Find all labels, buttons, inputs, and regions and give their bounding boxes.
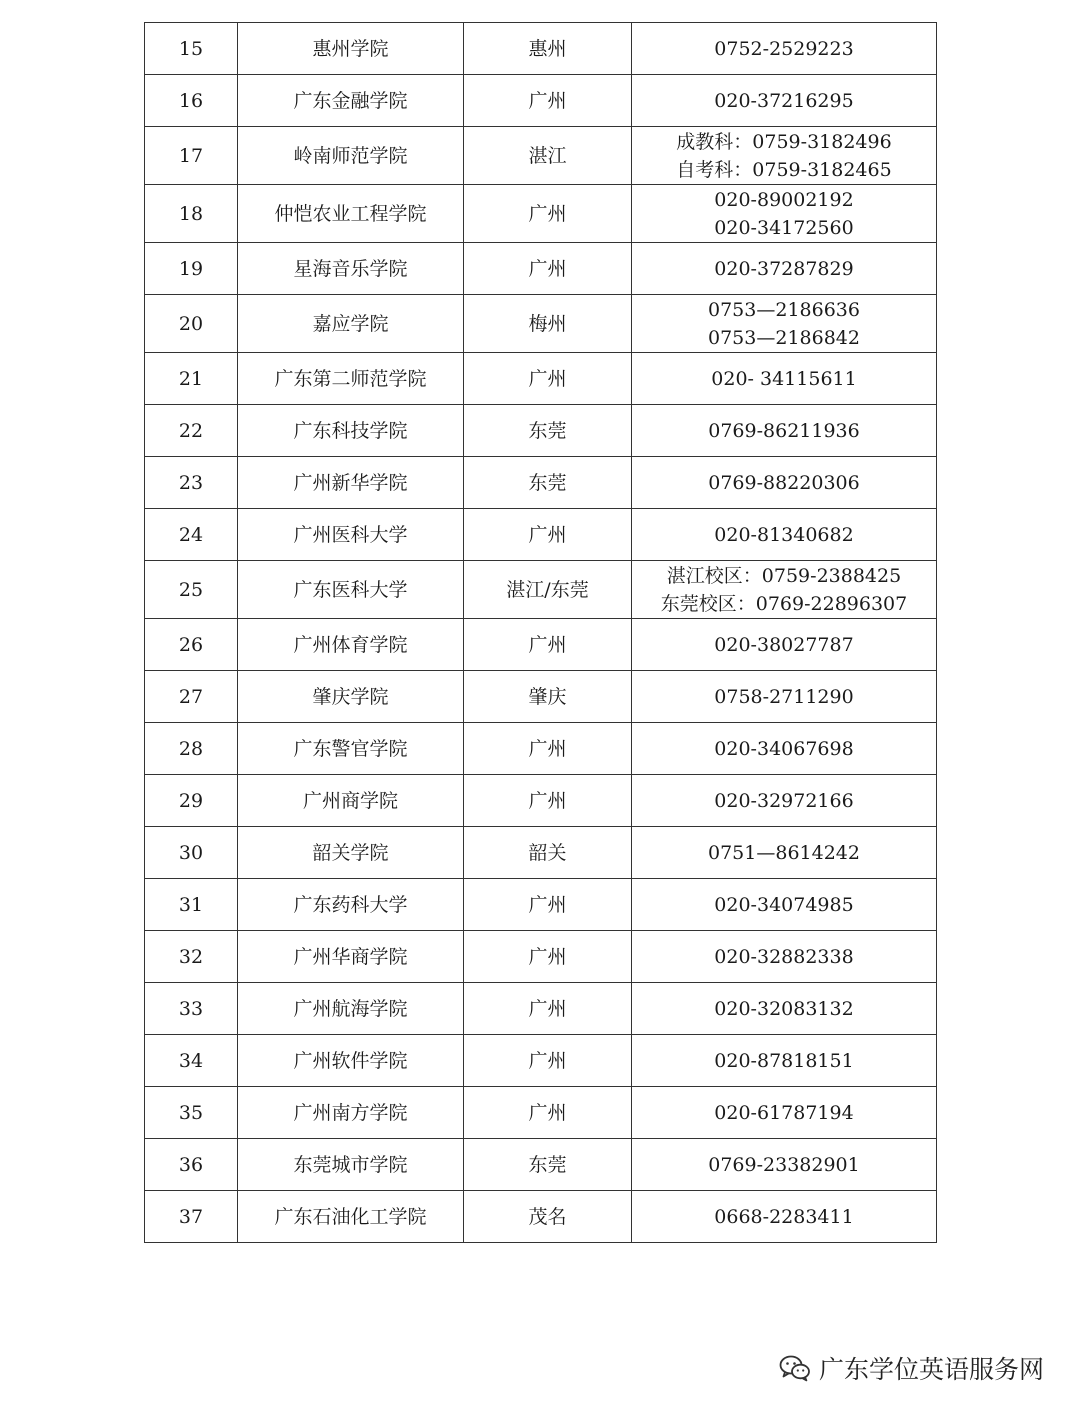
phone-cell xyxy=(632,509,937,561)
school-city: 广州 xyxy=(464,1087,632,1139)
phone-number: 020-87818151 xyxy=(714,1049,854,1072)
school-city: 湛江/东莞 xyxy=(464,561,632,619)
row-number: 21 xyxy=(145,353,238,405)
watermark-text: 广东学位英语服务网 xyxy=(818,1355,1044,1384)
table-row xyxy=(145,561,937,619)
phone-number: 020-32083132 xyxy=(714,997,854,1020)
row-number: 29 xyxy=(145,775,238,827)
phone-number: 0752-2529223 xyxy=(714,37,854,60)
phone-cell xyxy=(632,775,937,827)
row-number: 27 xyxy=(145,671,238,723)
phone-cell xyxy=(632,1087,937,1139)
phone-number: 0769-86211936 xyxy=(708,419,860,442)
phone-number: 自考科：0759-3182465 xyxy=(676,158,892,181)
table-row xyxy=(145,243,937,295)
wechat-icon xyxy=(779,1354,811,1382)
phone-cell xyxy=(632,931,937,983)
phone-number: 020-32882338 xyxy=(714,945,854,968)
phone-cell xyxy=(632,243,937,295)
school-name: 广东医科大学 xyxy=(238,561,464,619)
table-body xyxy=(145,23,937,1243)
table-row xyxy=(145,1139,937,1191)
phone-number: 020-32972166 xyxy=(714,789,854,812)
row-number: 25 xyxy=(145,561,238,619)
row-number: 26 xyxy=(145,619,238,671)
table-row xyxy=(145,1035,937,1087)
school-name: 肇庆学院 xyxy=(238,671,464,723)
table-row xyxy=(145,827,937,879)
phone-cell xyxy=(632,879,937,931)
school-name: 星海音乐学院 xyxy=(238,243,464,295)
row-number: 16 xyxy=(145,75,238,127)
school-name: 广东石油化工学院 xyxy=(238,1191,464,1243)
school-name: 广州南方学院 xyxy=(238,1087,464,1139)
school-city: 广州 xyxy=(464,931,632,983)
table-row xyxy=(145,23,937,75)
table-row xyxy=(145,75,937,127)
row-number: 19 xyxy=(145,243,238,295)
phone-number: 020-34074985 xyxy=(714,893,854,916)
school-name: 韶关学院 xyxy=(238,827,464,879)
phone-number: 0758-2711290 xyxy=(714,685,854,708)
school-name: 广州软件学院 xyxy=(238,1035,464,1087)
school-name: 广州医科大学 xyxy=(238,509,464,561)
school-city: 东莞 xyxy=(464,1139,632,1191)
table-row xyxy=(145,775,937,827)
phone-number: 东莞校区：0769-22896307 xyxy=(660,592,908,615)
phone-number: 0769-88220306 xyxy=(708,471,860,494)
row-number: 24 xyxy=(145,509,238,561)
row-number: 15 xyxy=(145,23,238,75)
school-name: 岭南师范学院 xyxy=(238,127,464,185)
row-number: 31 xyxy=(145,879,238,931)
school-city: 广州 xyxy=(464,619,632,671)
table-row xyxy=(145,983,937,1035)
row-number: 23 xyxy=(145,457,238,509)
phone-number: 0769-23382901 xyxy=(708,1153,860,1176)
phone-number: 0668-2283411 xyxy=(714,1205,854,1228)
school-city: 湛江 xyxy=(464,127,632,185)
school-city: 肇庆 xyxy=(464,671,632,723)
row-number: 35 xyxy=(145,1087,238,1139)
phone-cell xyxy=(632,185,937,243)
phone-number: 020-34172560 xyxy=(714,216,854,239)
phone-number: 0751—8614242 xyxy=(708,841,860,864)
table-row xyxy=(145,509,937,561)
phone-number: 020-81340682 xyxy=(714,523,854,546)
table-row xyxy=(145,619,937,671)
phone-cell xyxy=(632,457,937,509)
phone-cell xyxy=(632,1191,937,1243)
phone-cell xyxy=(632,405,937,457)
table-row xyxy=(145,1191,937,1243)
phone-cell xyxy=(632,671,937,723)
phone-number: 湛江校区：0759-2388425 xyxy=(666,564,902,587)
table-row xyxy=(145,457,937,509)
phone-cell xyxy=(632,619,937,671)
table-row xyxy=(145,405,937,457)
phone-cell xyxy=(632,723,937,775)
row-number: 22 xyxy=(145,405,238,457)
school-name: 广东金融学院 xyxy=(238,75,464,127)
phone-cell xyxy=(632,983,937,1035)
table-row xyxy=(145,353,937,405)
school-name: 广东第二师范学院 xyxy=(238,353,464,405)
phone-cell xyxy=(632,295,937,353)
row-number: 18 xyxy=(145,185,238,243)
phone-number: 020-61787194 xyxy=(714,1101,854,1124)
table-row xyxy=(145,295,937,353)
phone-cell xyxy=(632,23,937,75)
row-number: 32 xyxy=(145,931,238,983)
phone-cell xyxy=(632,1139,937,1191)
row-number: 20 xyxy=(145,295,238,353)
phone-cell xyxy=(632,1035,937,1087)
phone-number: 020- 34115611 xyxy=(711,367,857,390)
table-row xyxy=(145,671,937,723)
phone-cell xyxy=(632,353,937,405)
contact-table xyxy=(144,22,937,1243)
school-city: 广州 xyxy=(464,185,632,243)
school-city: 东莞 xyxy=(464,457,632,509)
phone-cell xyxy=(632,827,937,879)
table-row xyxy=(145,1087,937,1139)
phone-number: 020-37287829 xyxy=(714,257,854,280)
school-city: 广州 xyxy=(464,879,632,931)
school-name: 仲恺农业工程学院 xyxy=(238,185,464,243)
phone-number: 0753—2186636 xyxy=(708,298,860,321)
row-number: 34 xyxy=(145,1035,238,1087)
school-city: 韶关 xyxy=(464,827,632,879)
school-city: 广州 xyxy=(464,243,632,295)
phone-number: 0753—2186842 xyxy=(708,326,860,349)
school-city: 广州 xyxy=(464,75,632,127)
phone-cell xyxy=(632,75,937,127)
table-row xyxy=(145,185,937,243)
school-name: 广州新华学院 xyxy=(238,457,464,509)
phone-number: 020-38027787 xyxy=(714,633,854,656)
phone-number: 成教科：0759-3182496 xyxy=(676,130,892,153)
watermark xyxy=(779,1348,1044,1388)
row-number: 33 xyxy=(145,983,238,1035)
table-row xyxy=(145,127,937,185)
school-city: 茂名 xyxy=(464,1191,632,1243)
school-name: 嘉应学院 xyxy=(238,295,464,353)
table-row xyxy=(145,723,937,775)
school-city: 广州 xyxy=(464,353,632,405)
school-city: 广州 xyxy=(464,1035,632,1087)
phone-cell xyxy=(632,127,937,185)
school-city: 广州 xyxy=(464,775,632,827)
phone-number: 020-34067698 xyxy=(714,737,854,760)
school-name: 东莞城市学院 xyxy=(238,1139,464,1191)
school-city: 梅州 xyxy=(464,295,632,353)
row-number: 17 xyxy=(145,127,238,185)
school-city: 东莞 xyxy=(464,405,632,457)
school-name: 广东警官学院 xyxy=(238,723,464,775)
school-name: 惠州学院 xyxy=(238,23,464,75)
school-name: 广东科技学院 xyxy=(238,405,464,457)
phone-cell xyxy=(632,561,937,619)
school-name: 广州商学院 xyxy=(238,775,464,827)
school-city: 惠州 xyxy=(464,23,632,75)
table-row xyxy=(145,879,937,931)
school-city: 广州 xyxy=(464,983,632,1035)
row-number: 30 xyxy=(145,827,238,879)
row-number: 36 xyxy=(145,1139,238,1191)
school-name: 广州华商学院 xyxy=(238,931,464,983)
school-city: 广州 xyxy=(464,509,632,561)
school-name: 广东药科大学 xyxy=(238,879,464,931)
school-name: 广州体育学院 xyxy=(238,619,464,671)
phone-number: 020-89002192 xyxy=(714,188,854,211)
table-row xyxy=(145,931,937,983)
row-number: 28 xyxy=(145,723,238,775)
school-name: 广州航海学院 xyxy=(238,983,464,1035)
phone-number: 020-37216295 xyxy=(714,89,854,112)
school-city: 广州 xyxy=(464,723,632,775)
row-number: 37 xyxy=(145,1191,238,1243)
